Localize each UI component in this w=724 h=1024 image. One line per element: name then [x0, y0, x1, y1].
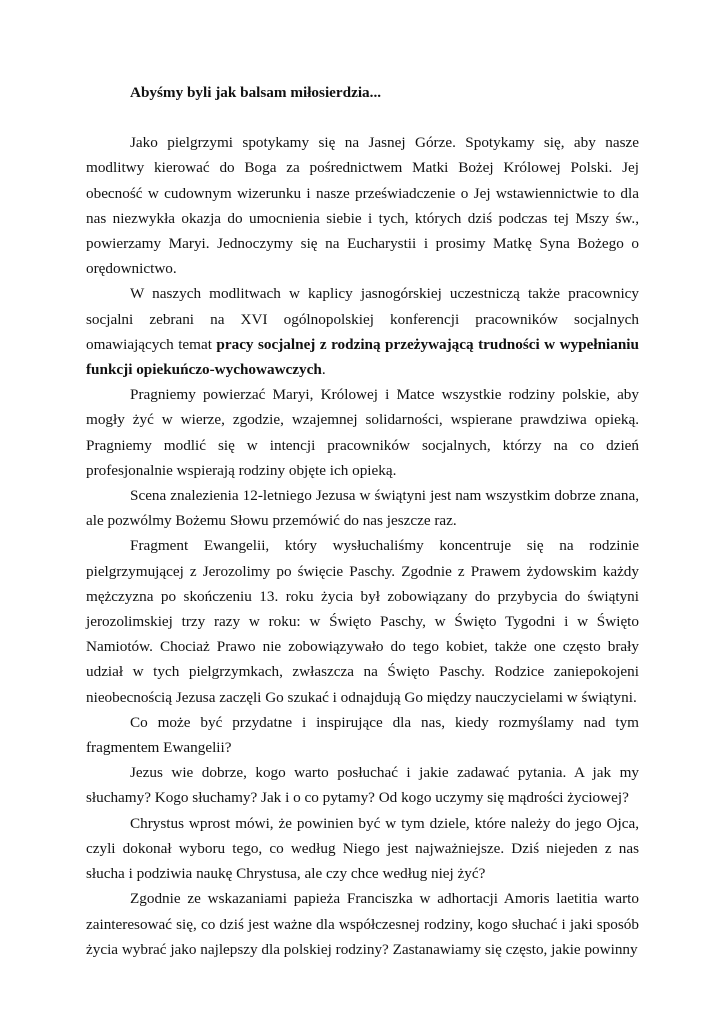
paragraph-8: Chrystus wprost mówi, że powinien być w tym dziele, które należy do jego Ojca, czyli dokonał wyboru tego, co według Niego jest najważniejsze. Dziś niejeden z nas słucha i podziwia naukę Chrystusa, ale czy chce według niej żyć?	[86, 814, 639, 883]
paragraph-6: Co może być przydatne i inspirujące dla nas, kiedy rozmyślamy nad tym fragmentem Ewangelii?	[86, 713, 639, 757]
paragraph-2-end: .	[321, 361, 326, 379]
paragraph-1: Jako pielgrzymi spotykamy się na Jasnej Górze. Spotykamy się, aby nasze modlitwy kierować do Boga za pośrednictwem Matki Bożej Królowej Polski. Jej obecność w cudownym wizerunku i nasze przeświadczenie o Jej wstawiennictwie to dla nas niezwykła okazja do umocnienia siebie i tych, których dziś podczas tej Mszy św., powierzamy Maryi. Jednoczymy się na Eucharystii i prosimy Matkę Syna Bożego o orędownictwo.	[86, 134, 639, 278]
paragraph-2	[86, 281, 639, 382]
paragraph-4: Scena znalezienia 12-letniego Jezusa w świątyni jest nam wszystkim dobrze znana, ale pozwólmy Bożemu Słowu przemówić do nas jeszcze raz.	[86, 487, 639, 530]
paragraph-2-text: W naszych modlitwach w kaplicy jasnogórskiej uczestniczą także pracownicy socjalni zebrani na XVI ogólnopolskiej konferencji pracowników socjalnych omawiających temat	[86, 285, 639, 353]
paragraph-9: Zgodnie ze wskazaniami papieża Franciszka w adhortacji Amoris laetitia warto zainteresować się, co dziś jest ważne dla współczesnej rodziny, kogo słuchać i jaki sposób życia wybrać jako najlepszy dla polskiej rodziny? Zastanawiamy się często, jakie powinny	[86, 890, 639, 958]
paragraph-7: Jezus wie dobrze, kogo warto posłuchać i jakie zadawać pytania. A jak my słuchamy? Kogo słuchamy? Jak i o co pytamy? Od kogo uczymy się mądrości życiowej?	[86, 764, 639, 807]
document-title: Abyśmy byli jak balsam miłosierdzia...	[130, 84, 382, 101]
paragraph-3: Pragniemy powierzać Maryi, Królowej i Matce wszystkie rodziny polskie, aby mogły żyć w wierze, zgodzie, wzajemnej solidarności, wspierane prawdziwa opieką. Pragniemy modlić się w intencji pracowników socjalnych, którzy na co dzień profesjonalnie wspierają rodziny objęte ich opieką.	[86, 386, 639, 479]
document-page	[86, 80, 639, 962]
paragraph-2-bold-topic: pracy socjalnej z rodziną przeżywającą trudności w wypełnianiu funkcji opiekuńczo-wychowawczych	[86, 335, 639, 379]
paragraph-5: Fragment Ewangelii, który wysłuchaliśmy koncentruje się na rodzinie pielgrzymującej z Jerozolimy po święcie Paschy. Zgodnie z Prawem żydowskim każdy mężczyzna po skończeniu 13. roku życia był zobowiązany do przybycia do świątyni jerozolimskiej trzy razy w roku: w Święto Paschy, w Święto Tygodni i w Święto Namiotów. Chociaż Prawo nie zobowiązywało do tego kobiet, także one często brały udział w tych pielgrzymkach, zwłaszcza na Święto Paschy. Rodzice zaniepokojeni nieobecnością Jezusa zaczęli Go szukać i odnajdują Go między nauczycielami w świątyni.	[86, 537, 639, 706]
